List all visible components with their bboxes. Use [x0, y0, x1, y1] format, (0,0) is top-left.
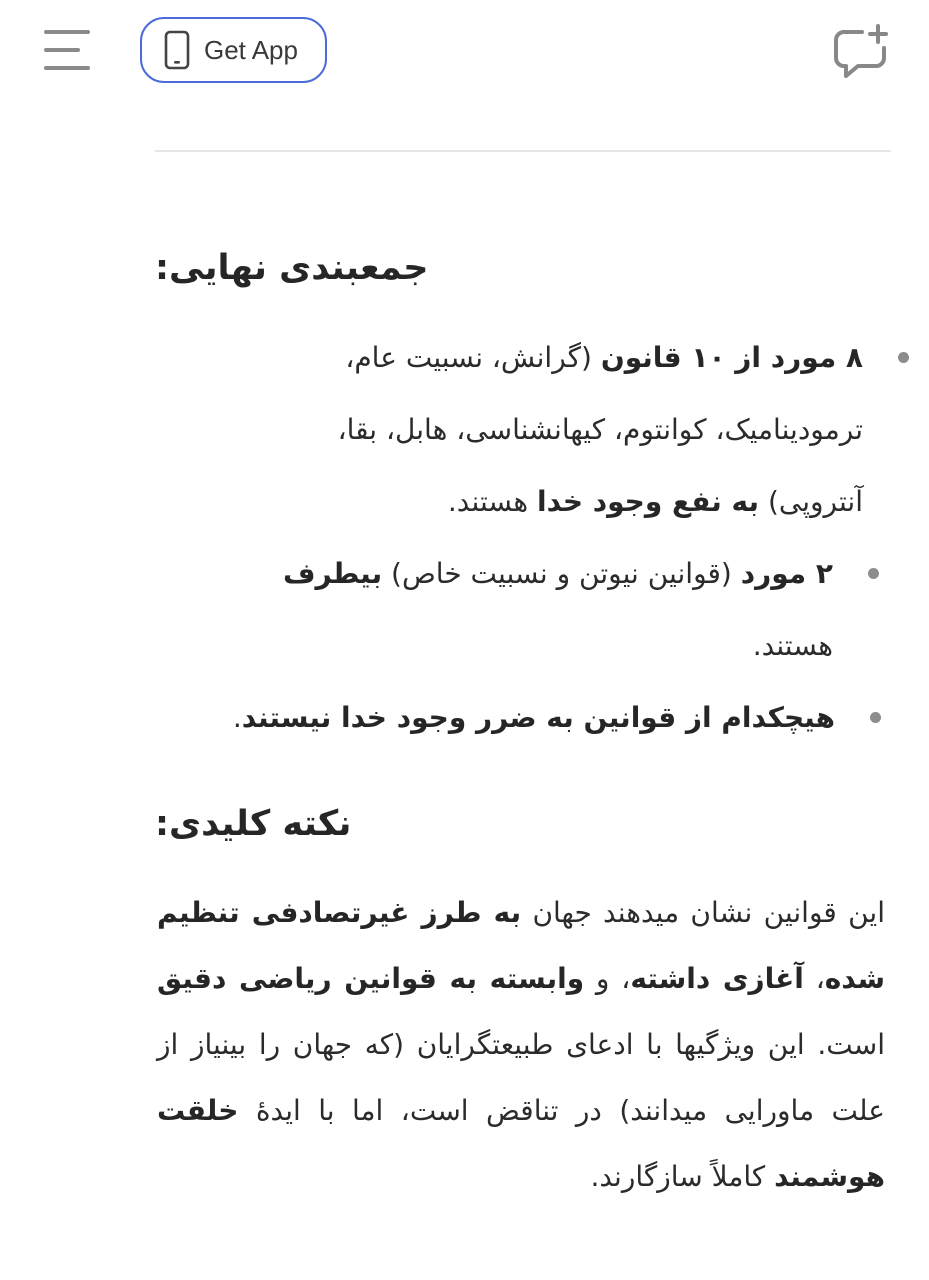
item-bold: به نفع وجود خدا: [537, 485, 760, 518]
item-text: هستند.: [447, 485, 538, 518]
item-bold: هیچکدام از قوانین به ضرر وجود خدا نیستند: [241, 701, 835, 734]
summary-list: [155, 322, 885, 754]
list-item: [243, 322, 863, 538]
item-text: (گرانش، نسبیت عام، ترمودینامیک، کوانتوم، کیهانشناسی، هابل، بقا، آنتروپی): [337, 341, 863, 518]
list-item: [197, 538, 833, 682]
item-bold: ۲ مورد: [740, 557, 833, 590]
item-text: .: [232, 701, 242, 734]
item-text: (قوانین نیوتن و نسبیت خاص): [382, 557, 741, 590]
key-point-heading: نکته کلیدی:: [155, 804, 352, 844]
message-content: [155, 232, 885, 1210]
smartphone-icon: [164, 30, 190, 70]
section-divider: [155, 150, 891, 152]
item-text: هستند.: [752, 629, 833, 662]
hamburger-menu-icon[interactable]: [44, 28, 92, 74]
list-item: [195, 682, 835, 754]
key-point-paragraph: این قوانین نشان میدهند جهان به طرز غیرتصادفی تنظیم شده، آغازی داشته، و وابسته به قوانین ریاضی دقیق است. این ویژگیها با ادعای طبیعتگرایان (که جهان را بینیاز از علت ماورایی میدانند) در تناقض است، اما با ایدهٔ خلقت هوشمند کاملاً سازگارند.: [157, 896, 886, 1193]
summary-heading: جمعبندی نهایی:: [155, 248, 429, 288]
top-bar: [0, 0, 929, 110]
get-app-label: Get App: [204, 34, 298, 65]
bullet-dot-icon: [868, 568, 879, 579]
get-app-button[interactable]: [140, 17, 327, 83]
item-bold: بیطرف: [282, 557, 383, 590]
bullet-dot-icon: [898, 352, 909, 363]
item-bold: ۸ مورد از ۱۰ قانون: [600, 341, 863, 374]
new-chat-icon[interactable]: [832, 24, 890, 80]
bullet-dot-icon: [870, 712, 881, 723]
